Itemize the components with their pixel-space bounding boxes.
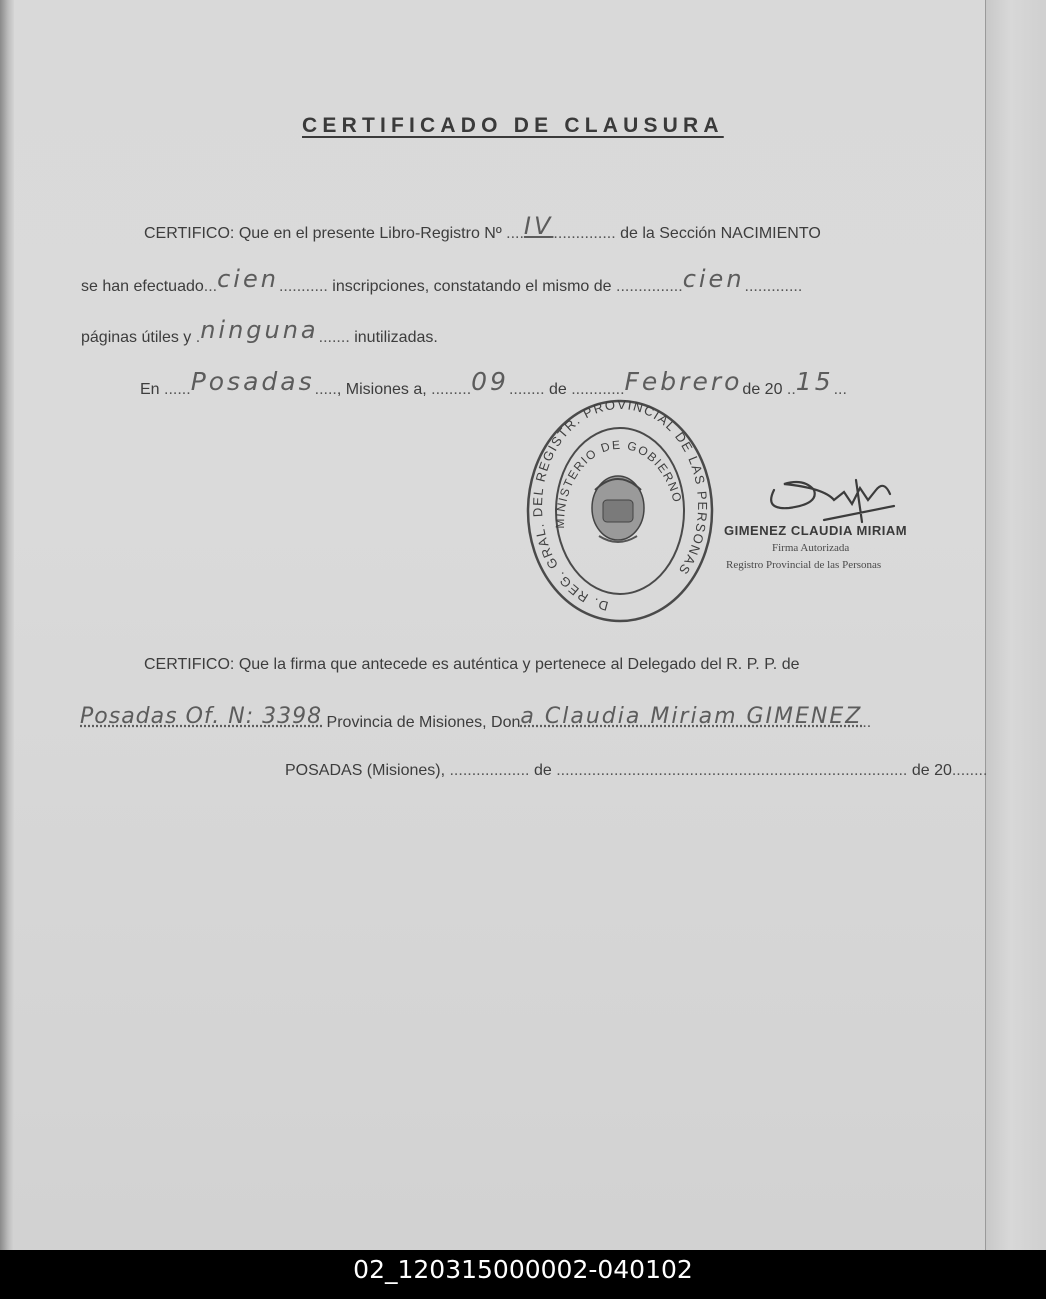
certificate-line-4: En ......Posadas....., Misiones a, .........09........ de ............Febrerode 20 ..15... bbox=[140, 367, 847, 398]
de-label: de bbox=[544, 381, 572, 398]
year-label-2: de 20 bbox=[907, 762, 952, 779]
handwritten-office: Posadas Of. N: 3398 bbox=[80, 704, 323, 729]
scan-id-footer: 02_120315000002-040102 bbox=[0, 1250, 1046, 1299]
certificate2-line-3: POSADAS (Misiones), .................. de ............................................................................... de 20........ bbox=[285, 762, 988, 779]
official-stamp bbox=[525, 398, 715, 624]
certificate2-line-1: CERTIFICO: Que la firma que antecede es auténtica y pertenece al Delegado del R. P. P. de bbox=[144, 656, 800, 673]
misiones-label: , Misiones a, bbox=[336, 381, 432, 398]
line1-prefix: CERTIFICO: Que en el presente Libro-Registro Nº bbox=[144, 225, 507, 242]
handwritten-place: Posadas bbox=[190, 367, 315, 396]
signature-block bbox=[724, 470, 944, 580]
certificate-line-1: CERTIFICO: Que en el presente Libro-Registro Nº ....IV.............. de la Sección NACIMIENTO bbox=[144, 212, 821, 242]
handwritten-unused: ninguna bbox=[200, 316, 319, 344]
certificate-line-2: se han efectuado...cien........... inscripciones, constatando el mismo de ...............cien............. bbox=[81, 265, 803, 295]
page-edge bbox=[985, 0, 1046, 1250]
signer-registry: Registro Provincial de las Personas bbox=[726, 559, 882, 571]
stamp-seal-icon bbox=[525, 398, 715, 624]
line2-middle: inscripciones, constatando el mismo de bbox=[332, 278, 616, 295]
document-title: CERTIFICADO DE CLAUSURA bbox=[302, 114, 724, 137]
handwritten-pages: cien bbox=[682, 265, 745, 293]
line3-prefix: páginas útiles y bbox=[81, 329, 196, 346]
stamp-inner-text: MINISTERIO DE GOBIERNO bbox=[552, 437, 685, 529]
page-fold-shadow bbox=[0, 0, 14, 1250]
posadas-label: POSADAS (Misiones), bbox=[285, 762, 450, 779]
signature-scribble-icon bbox=[764, 470, 904, 530]
stamp-outer-text: D. REG. GRAL. DEL REGISTR. PROVINCIAL DE LAS PERSONAS bbox=[529, 398, 711, 614]
line3-suffix: inutilizadas. bbox=[349, 329, 438, 346]
handwritten-book-number: IV bbox=[523, 212, 554, 240]
place-label: En bbox=[140, 381, 165, 398]
certificate-line-3: páginas útiles y .ninguna....... inutilizadas. bbox=[81, 316, 438, 346]
signer-name: GIMENEZ CLAUDIA MIRIAM bbox=[724, 523, 908, 538]
certificate2-line-2: Posadas Of. N: 3398 Provincia de Misiones, Dona Claudia Miriam GIMENEZ.. bbox=[80, 704, 872, 731]
line1-suffix: de la Sección NACIMIENTO bbox=[615, 225, 821, 242]
handwritten-month: Febrero bbox=[624, 367, 743, 396]
handwritten-day: 09 bbox=[471, 367, 509, 396]
handwritten-count: cien bbox=[217, 265, 279, 293]
de-label-2: de bbox=[529, 762, 557, 779]
handwritten-year: 15 bbox=[795, 367, 834, 396]
year-prefix: de 20 bbox=[742, 381, 787, 398]
handwritten-delegate-name: a Claudia Miriam GIMENEZ bbox=[520, 704, 863, 729]
province-label: Provincia de Misiones, Don bbox=[322, 714, 521, 731]
signer-role: Firma Autorizada bbox=[772, 542, 850, 554]
line2-prefix: se han efectuado bbox=[81, 278, 204, 295]
